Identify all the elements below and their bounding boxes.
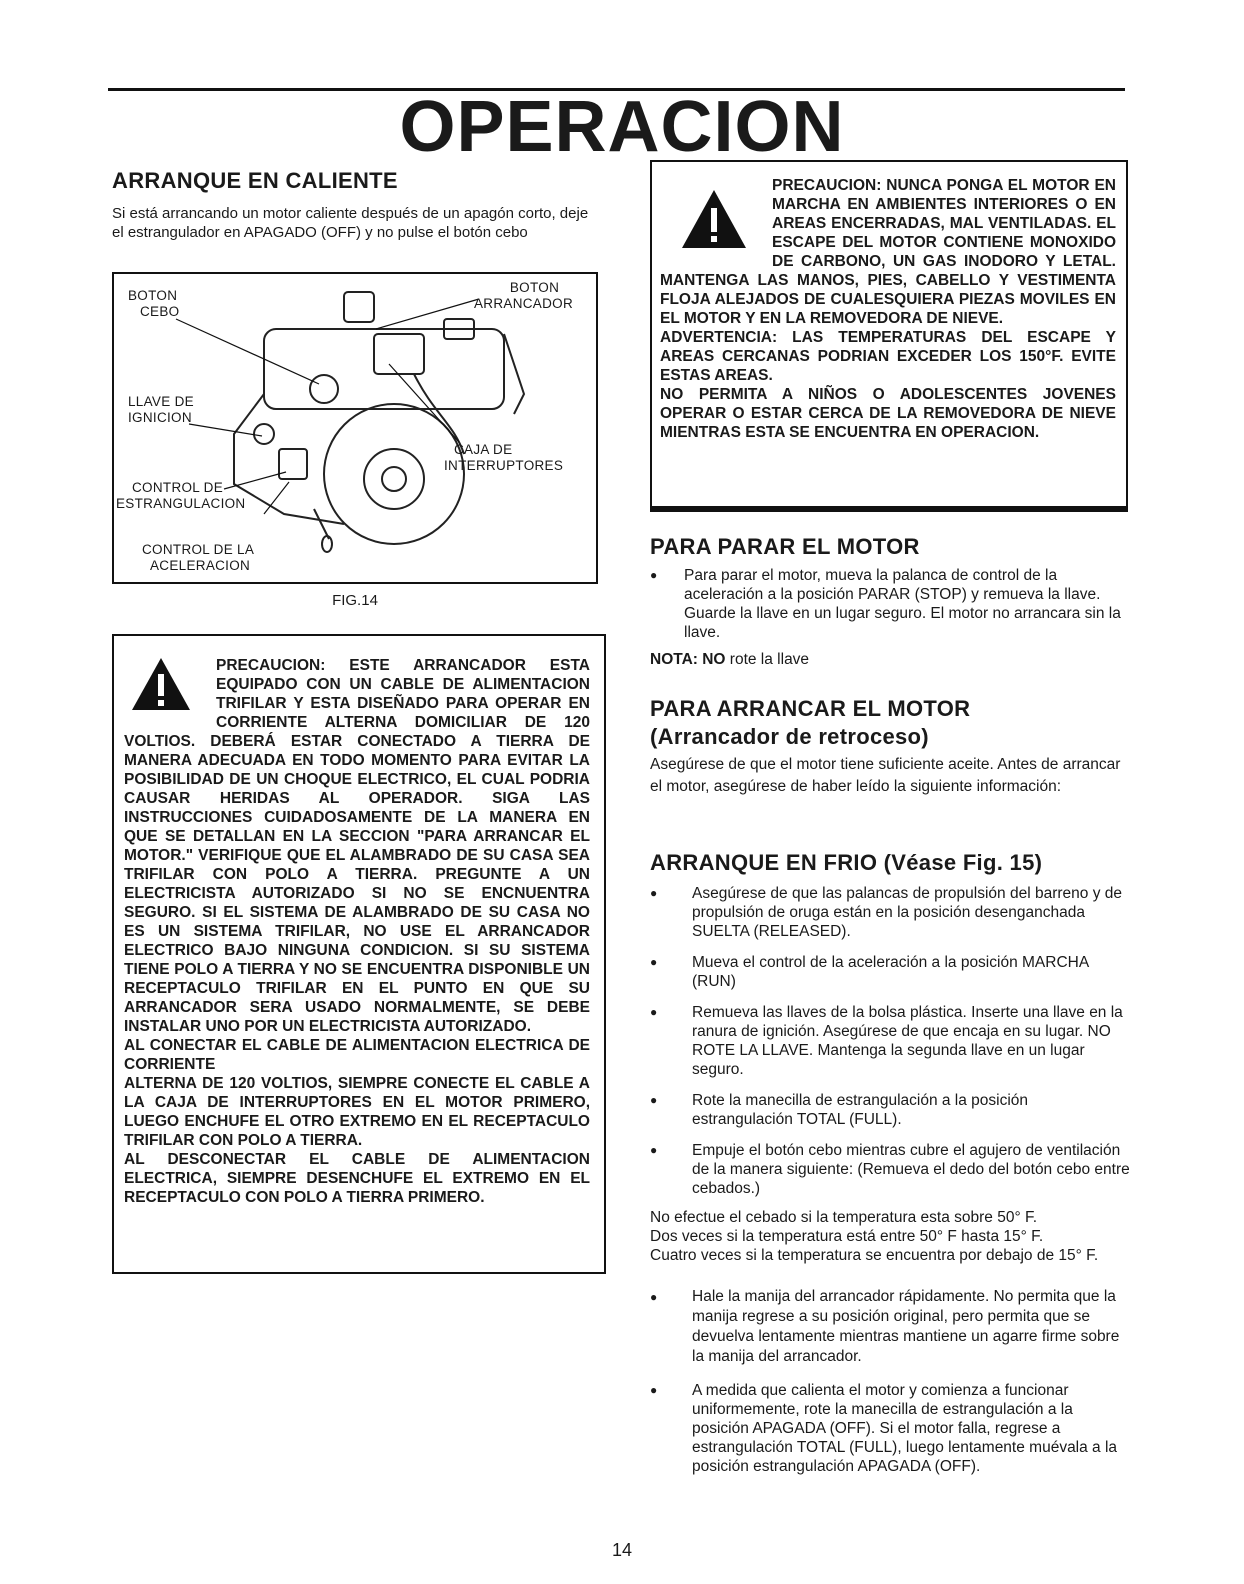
warning-electric-disconnect: AL DESCONECTAR EL CABLE DE ALIMENTACION ELECTRICA, SIEMPRE DESENCHUFE EL EXTREMO EN EL RECEPTACULO CON POLO A TIERRA PRIMERO. xyxy=(124,1151,590,1206)
warning-box-exhaust xyxy=(650,160,1128,512)
stop-motor-note: NOTA: NO rote la llave xyxy=(650,651,810,668)
list-item: ● A medida que calienta el motor y comienza a funcionar uniformemente, rote la manecilla de estrangulación a la posición APAGADA (OFF). Si el motor falla, regrese a estrangulación TOTAL (FULL), luego lentamente muévala a la posición estrangulación APAGADA (OFF). xyxy=(650,1381,1130,1476)
label-control-estrangulacion: CONTROL DE ESTRANGULACION xyxy=(116,480,246,511)
hot-start-section xyxy=(112,168,598,242)
warning-electric-connect-2: ALTERNA DE 120 VOLTIOS, SIEMPRE CONECTE EL CABLE A LA CAJA DE INTERRUPTORES EN EL MOTOR PRIMERO, LUEGO ENCHUFE EL OTRO EXTREMO EN EL RECEPTACULO TRIFILAR CON POLO A TIERRA. xyxy=(124,1075,590,1149)
temp-note: Cuatro veces si la temperatura se encuentra por debajo de 15° F. xyxy=(650,1247,1099,1264)
hot-start-text: Si está arrancando un motor caliente después de un apagón corto, deje el estrangulador en APAGADO (OFF) y no pulse el botón cebo xyxy=(112,205,589,241)
list-item: ● Mueva el control de la aceleración a la posición MARCHA (RUN) xyxy=(650,953,1130,991)
hot-start-heading: ARRANQUE EN CALIENTE xyxy=(112,168,398,193)
stop-motor-heading: PARA PARAR EL MOTOR xyxy=(650,534,920,559)
cold-start-list-2 xyxy=(650,1287,1130,1476)
page-title: OPERACION xyxy=(399,87,845,167)
warning-electric-connect: AL CONECTAR EL CABLE DE ALIMENTACION ELECTRICA DE CORRIENTE xyxy=(124,1037,590,1073)
label-llave-ignicion: LLAVE DE IGNICION xyxy=(128,394,194,425)
cold-start-section xyxy=(650,850,1130,1488)
start-motor-text: Asegúrese de que el motor tiene suficiente aceite. Antes de arrancar el motor, asegúrese de haber leído la siguiente información: xyxy=(650,756,1121,795)
start-motor-heading: PARA ARRANCAR EL MOTOR xyxy=(650,696,971,721)
warning-triangle-icon xyxy=(680,188,748,250)
cold-start-list xyxy=(650,884,1130,1198)
label-boton-cebo: BOTON CEBO xyxy=(128,288,180,319)
warning-triangle-icon xyxy=(130,656,192,712)
list-item: ● Hale la manija del arrancador rápidamente. No permita que la manija regrese a su posición original, pero permita que se devuelva lentamente mientras mantiene un agarre firme sobre la manija del arrancador. xyxy=(650,1287,1130,1367)
warning-temperature-text: ADVERTENCIA: LAS TEMPERATURAS DEL ESCAPE Y AREAS CERCANAS PODRIAN EXCEDER LOS 150°F. EVITE ESTAS AREAS. xyxy=(660,329,1116,384)
temperature-notes xyxy=(650,1208,1130,1265)
start-motor-subheading: (Arrancador de retroceso) xyxy=(650,724,929,749)
warning-exhaust-text: PRECAUCION: NUNCA PONGA EL MOTOR EN MARCHA EN AMBIENTES INTERIORES O EN AREAS ENCERRADAS, MAL VENTILADAS. EL ESCAPE DEL MOTOR CONTIENE MONOXIDO DE CARBONO, UN GAS INODORO Y LETAL. MANTENGA LAS MANOS, PIES, CABELLO Y VESTIMENTA FLOJA ALEJADOS DE CUALESQUIERA PIEZAS MOVILES EN EL MOTOR Y EN LA REMOVEDORA DE NIEVE. xyxy=(660,177,1116,327)
list-item: ● Remueva las llaves de la bolsa plástica. Inserte una llave en la ranura de ignición. Asegúrese de que encaja en su lugar. NO ROTE LA LLAVE. Mantenga la segunda llave en un lugar seguro. xyxy=(650,1003,1130,1079)
temp-note: No efectue el cebado si la temperatura esta sobre 50° F. xyxy=(650,1209,1038,1226)
label-control-aceleracion: CONTROL DE LA ACELERACION xyxy=(142,542,255,573)
label-boton-arrancador: BOTON ARRANCADOR xyxy=(474,280,574,311)
stop-motor-section xyxy=(650,534,1130,669)
warning-children-text: NO PERMITA A NIÑOS O ADOLESCENTES JOVENES OPERAR O ESTAR CERCA DE LA REMOVEDORA DE NIEVE MIENTRAS ESTA SE ENCUENTRA EN OPERACION. xyxy=(660,386,1116,441)
label-caja-interruptores: CAJA DE INTERRUPTORES xyxy=(444,442,564,473)
list-item: ● Rote la manecilla de estrangulación a la posición estrangulación TOTAL (FULL). xyxy=(650,1091,1130,1129)
warning-electric-text: PRECAUCION: ESTE ARRANCADOR ESTA EQUIPADO CON UN CABLE DE ALIMENTACION TRIFILAR Y ESTA DISEÑADO PARA OPERAR EN CORRIENTE ALTERNA DOMICILIAR DE 120 VOLTIOS. DEBERÁ ESTAR CONECTADO A TIERRA DE MANERA ADECUADA EN TODO MOMENTO PARA EVITAR LA POSIBILIDAD DE UN CHOQUE ELECTRICO, EL CUAL PODRIA CAUSAR HERIDAS AL OPERADOR. SIGA LAS INSTRUCCIONES CUIDADOSAMENTE DE LA MANERA EN QUE SE DETALLAN EN LA SECCION "PARA ARRANCAR EL MOTOR." VERIFIQUE QUE EL ALAMBRADO DE SU CASA SEA TRIFILAR CON POLO A TIERRA. PREGUNTE A UN ELECTRICISTA AUTORIZADO SI NO SE ENCNUENTRA SEGURO. SI EL SISTEMA DE ALAMBRADO DE SU CASA NO ES UN SISTEMA TRIFILAR, NO USE EL ARRANCADOR ELECTRICO BAJO NINGUNA CONDICION. SI SU SISTEMA TIENE POLO A TIERRA Y NO SE ENCUENTRA DISPONIBLE UN RECEPTACULO TRIFILAR EN EL PUNTO EN QUE SU ARRANCADOR SERA USADO NORMALMENTE, SE DEBE INSTALAR UNO POR UN ELECTRICISTA AUTORIZADO. xyxy=(124,657,590,1035)
figure-14 xyxy=(112,272,598,584)
list-item: ● Para parar el motor, mueva la palanca de control de la aceleración a la posición PARAR (STOP) y remueva la llave. Guarde la llave en un lugar seguro. El motor no arrancara sin la llave. xyxy=(650,566,1130,642)
figure-caption: FIG.14 xyxy=(332,592,378,609)
start-motor-section xyxy=(650,696,1130,798)
engine-illustration xyxy=(114,274,596,582)
page-number: 14 xyxy=(611,1540,633,1560)
cold-start-heading: ARRANQUE EN FRIO (Véase Fig. 15) xyxy=(650,850,1043,875)
list-item: ● Asegúrese de que las palancas de propulsión del barreno y de propulsión de oruga están en la posición desenganchada SUELTA (RELEASED). xyxy=(650,884,1130,941)
warning-box-electric xyxy=(112,634,606,1274)
list-item: ● Empuje el botón cebo mientras cubre el agujero de ventilación de la manera siguiente: (Remueva el dedo del botón cebo entre cebados.) xyxy=(650,1141,1130,1198)
temp-note: Dos veces si la temperatura está entre 50° F hasta 15° F. xyxy=(650,1228,1044,1245)
